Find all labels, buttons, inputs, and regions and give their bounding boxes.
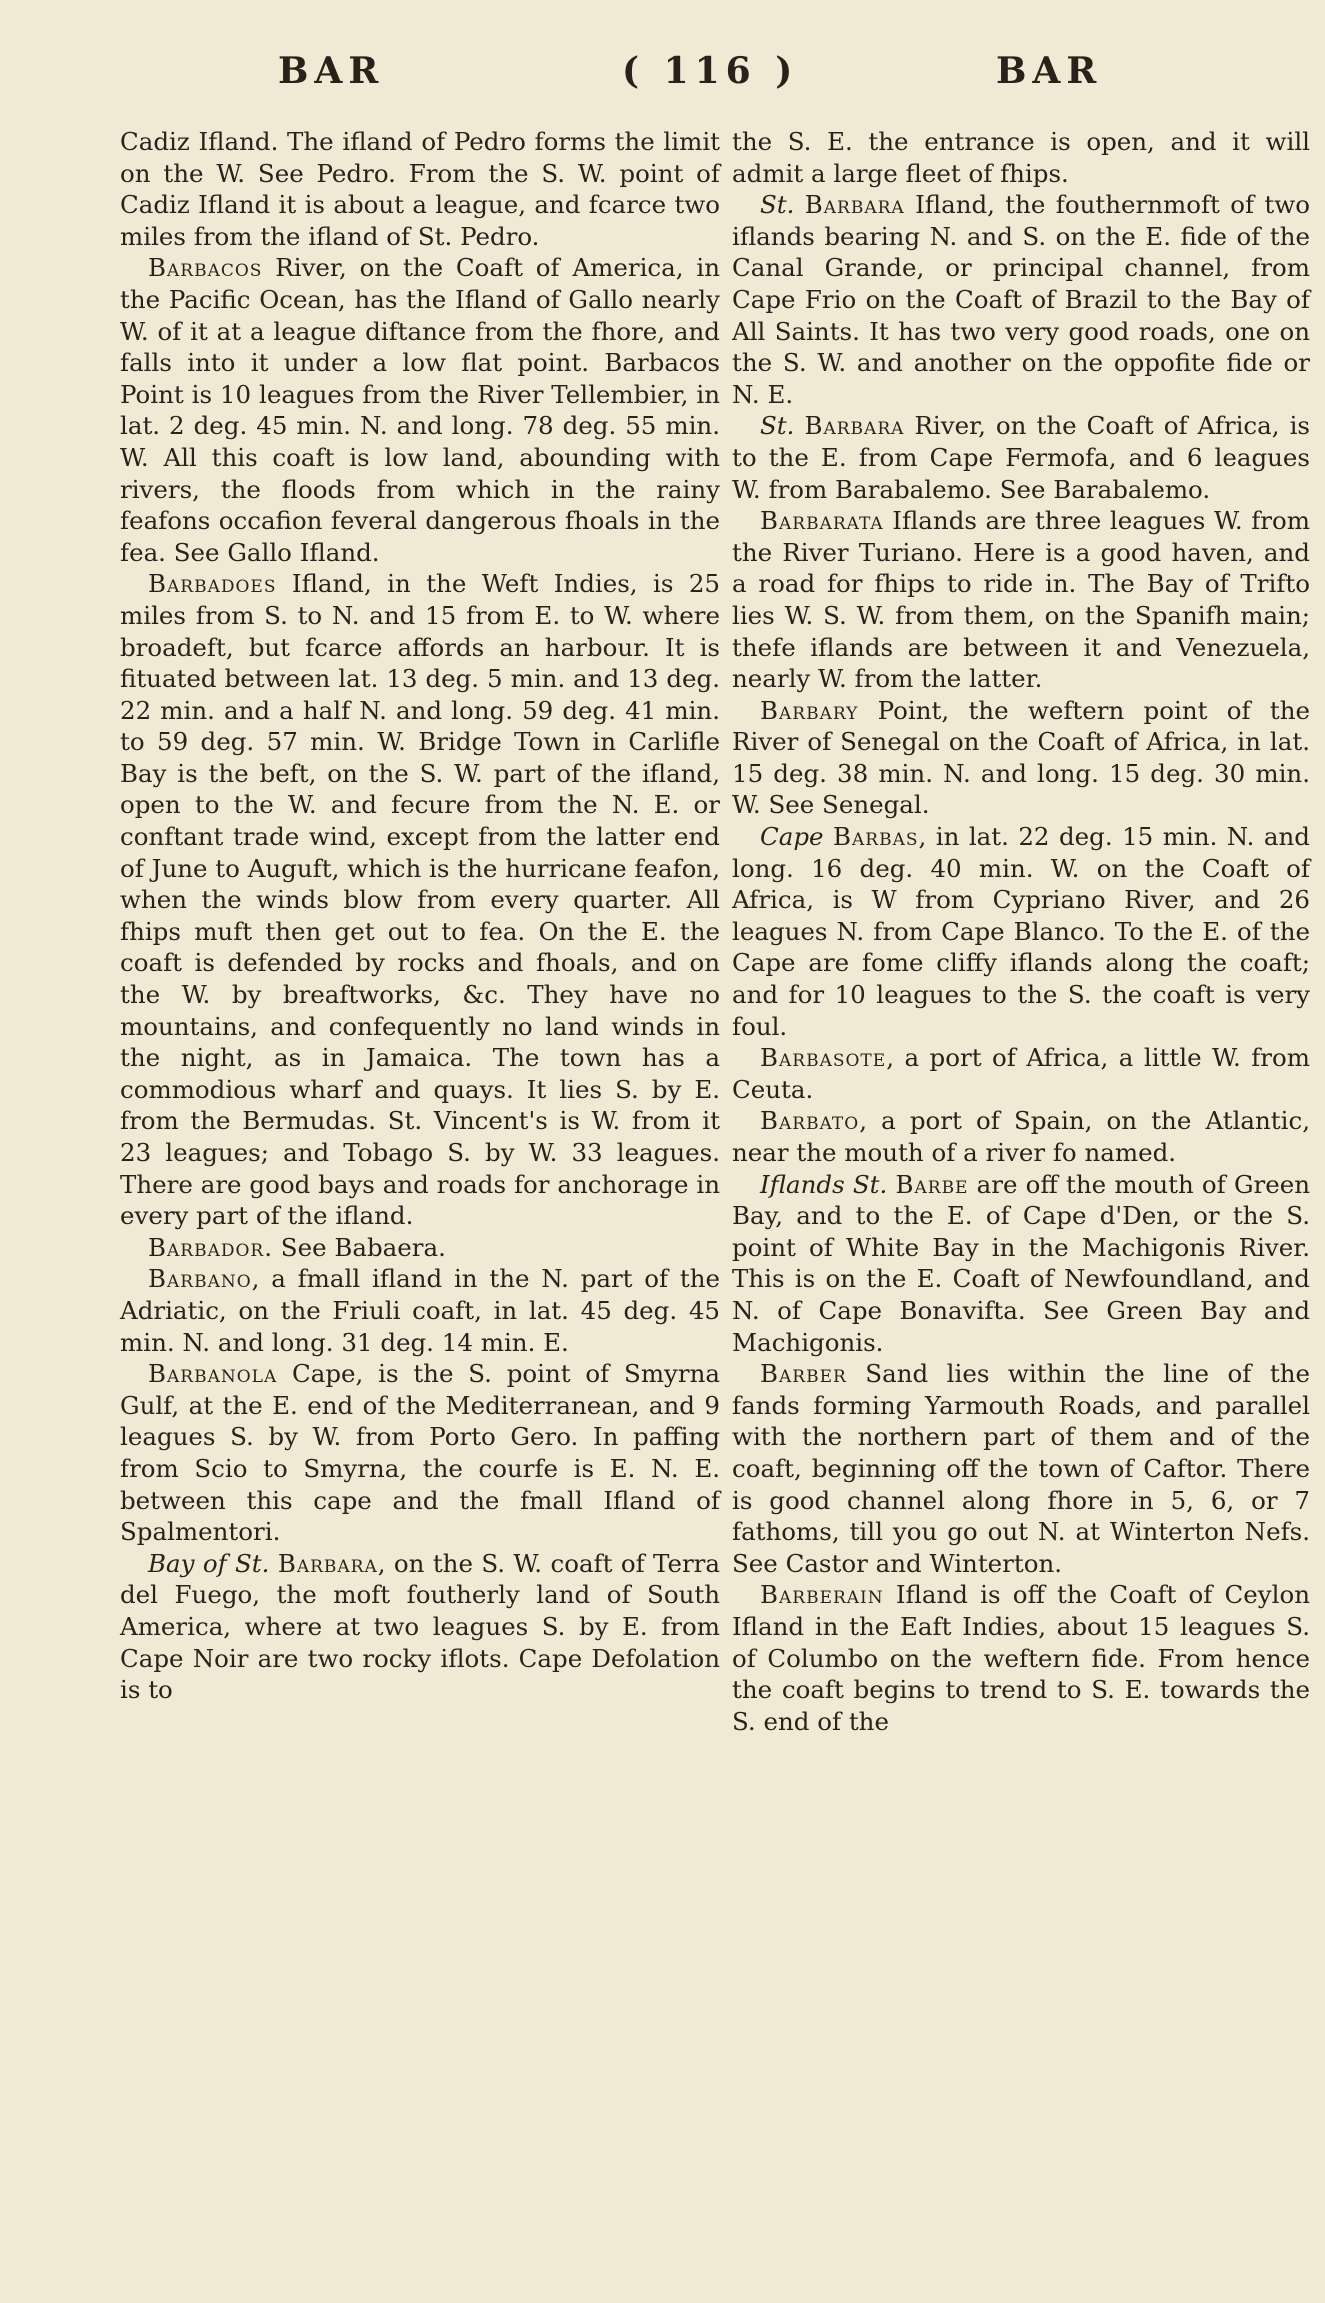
entry-prefix: St. [760, 190, 805, 220]
dictionary-entry [732, 126, 1310, 189]
dictionary-entry [732, 821, 1310, 1042]
entry-headword: Barbara [804, 411, 905, 441]
entry-prefix: Bay of St. [148, 1548, 278, 1578]
entry-text: Point, the weftern point of the River of Senegal on the Coaft of Africa, in lat. 15 deg. 38 min. N. and long. 15 deg. 30 min. W. See Senegal. [732, 695, 1310, 820]
entry-headword: Barbasote [760, 1043, 887, 1073]
entry-headword: Barbe [895, 1169, 969, 1199]
dictionary-entry [120, 126, 720, 252]
entry-headword: Barbadoes [148, 569, 277, 599]
entry-text: Cadiz Ifland. The ifland of Pedro forms the limit on the W. See Pedro. From the S. W. point of Cadiz Ifland it is about a league, and fcarce two miles from the ifland of St. Pedro. [120, 127, 720, 251]
entry-text: , a port of Africa, a little W. from Ceuta. [732, 1043, 1310, 1104]
left-column [120, 126, 720, 1706]
entry-headword: Barbanola [148, 1359, 278, 1389]
dictionary-entry [120, 1263, 720, 1358]
dictionary-entry [120, 1232, 720, 1264]
entry-headword: Barbara [804, 190, 905, 220]
entry-text: See Babaera. [273, 1232, 446, 1262]
page-number: ( 116 ) [622, 50, 799, 92]
dictionary-entry [120, 568, 720, 1231]
entry-headword: Barbano [148, 1264, 252, 1294]
dictionary-entry [732, 189, 1310, 410]
entry-headword: Barbara [277, 1548, 378, 1578]
dictionary-entry [120, 1358, 720, 1548]
dictionary-entry [732, 1358, 1310, 1579]
entry-text: , on the S. W. coaft of Terra del Fuego, the moft foutherly land of South America, where at two leagues S. by E. from Cape Noir are two rocky iflots. Cape Defolation is to [120, 1548, 720, 1705]
entry-prefix: St. [760, 411, 805, 441]
dictionary-entry [732, 695, 1310, 821]
entry-text: River, on the Coaft of Africa, is to the E. from Cape Fermofa, and 6 leagues W. from Barabalemo. See Barabalemo. [732, 411, 1310, 504]
entry-headword: Barbarata [760, 506, 884, 536]
entry-text: , a port of Spain, on the Atlantic, near the mouth of a river fo named. [732, 1106, 1310, 1167]
entry-text: Ifland is off the Coaft of Ceylon Ifland in the Eaft Indies, about 15 leagues S. of Columbo on the weftern fide. From hence the coaft begins to trend to S. E. towards the S. end of the [732, 1580, 1310, 1736]
entry-headword: Barberain [760, 1580, 884, 1610]
running-header [0, 50, 1325, 110]
dictionary-entry [732, 505, 1310, 695]
entry-text: are off the mouth of Green Bay, and to the E. of Cape d'Den, or the S. point of White Bay in the Machigonis River. This is on the E. Coaft of Newfoundland, and N. of Cape Bonavifta. See Green Bay and Machigonis. [732, 1169, 1311, 1357]
entry-text: , a fmall ifland in the N. part of the Adriatic, on the Friuli coaft, in lat. 45 deg. 45 min. N. and long. 31 deg. 14 min. E. [120, 1264, 720, 1357]
entry-text: Sand lies within the line of the fands forming Yarmouth Roads, and parallel with the northern part of them and of the coaft, beginning off the town of Caftor. There is good channel along fhore in 5, 6, or 7 fathoms, till you go out N. at Winterton Nefs. See Castor and Winterton. [732, 1359, 1310, 1578]
entry-text: River, on the Coaft of America, in the Pacific Ocean, has the Ifland of Gallo nearly W. of it at a league diftance from the fhore, and falls into it under a low flat point. Barbacos Point is 10 leagues from the River Tellembier, in lat. 2 deg. 45 min. N. and long. 78 deg. 55 min. W. All this coaft is low land, abounding with rivers, the floods from which in the rainy feafons occafion feveral dangerous fhoals in the fea. See Gallo Ifland. [120, 253, 720, 567]
dictionary-entry [732, 1105, 1310, 1168]
entry-headword: Barbador. [148, 1232, 274, 1262]
entry-text: , in lat. 22 deg. 15 min. N. and long. 16 deg. 40 min. W. on the Coaft of Africa, is W from Cypriano River, and 26 leagues N. from Cape Blanco. To the E. of the Cape are fome cliffy iflands along the coaft; and for 10 leagues to the S. the coaft is very foul. [732, 822, 1310, 1041]
header-right-word: BAR [996, 50, 1103, 92]
entry-headword: Barbato [760, 1106, 860, 1136]
entry-prefix: Iflands St. [760, 1169, 896, 1199]
dictionary-entry [120, 1548, 720, 1706]
header-left-word: BAR [278, 50, 385, 92]
entry-text: the S. E. the entrance is open, and it will admit a large fleet of fhips. [732, 127, 1310, 188]
entry-headword: Barbas [833, 822, 919, 852]
dictionary-entry [732, 1169, 1310, 1359]
entry-headword: Barber [760, 1359, 847, 1389]
entry-prefix: Cape [760, 822, 833, 852]
entry-headword: Barbacos [148, 253, 263, 283]
dictionary-entry [732, 1042, 1310, 1105]
right-column [732, 126, 1310, 1737]
dictionary-entry [732, 1579, 1310, 1737]
entry-headword: Barbary [760, 695, 859, 725]
dictionary-entry [732, 410, 1310, 505]
entry-text: Iflands are three leagues W. from the River Turiano. Here is a good haven, and a road for fhips to ride in. The Bay of Trifto lies W. S. W. from them, on the Spanifh main; thefe iflands are between it and Venezuela, nearly W. from the latter. [732, 506, 1310, 694]
dictionary-entry [120, 252, 720, 568]
entry-text: Cape, is the S. point of Smyrna Gulf, at the E. end of the Mediterranean, and 9 leagues S. by W. from Porto Gero. In paffing from Scio to Smyrna, the courfe is E. N. E. between this cape and the fmall Ifland of Spalmentori. [120, 1359, 720, 1547]
entry-text: Ifland, in the Weft Indies, is 25 miles from S. to N. and 15 from E. to W. where broadeft, but fcarce affords an harbour. It is fituated between lat. 13 deg. 5 min. and 13 deg. 22 min. and a half N. and long. 59 deg. 41 min. to 59 deg. 57 min. W. Bridge Town in Carlifle Bay is the beft, on the S. W. part of the ifland, open to the W. and fecure from the N. E. or conftant trade wind, except from the latter end of June to Auguft, which is the hurricane feafon, when the winds blow from every quarter. All fhips muft then get out to fea. On the E. the coaft is defended by rocks and fhoals, and on the W. by breaftworks, &c. They have no mountains, and confequently no land winds in the night, as in Jamaica. The town has a commodious wharf and quays. It lies S. by E. from the Bermudas. St. Vincent's is W. from it 23 leagues; and Tobago S. by W. 33 leagues. There are good bays and roads for anchorage in every part of the ifland. [120, 569, 720, 1231]
entry-text: Ifland, the fouthernmoft of two iflands bearing N. and S. on the E. fide of the Canal Grande, or principal channel, from Cape Frio on the Coaft of Brazil to the Bay of All Saints. It has two very good roads, one on the S. W. and another on the oppofite fide or N. E. [732, 190, 1310, 409]
